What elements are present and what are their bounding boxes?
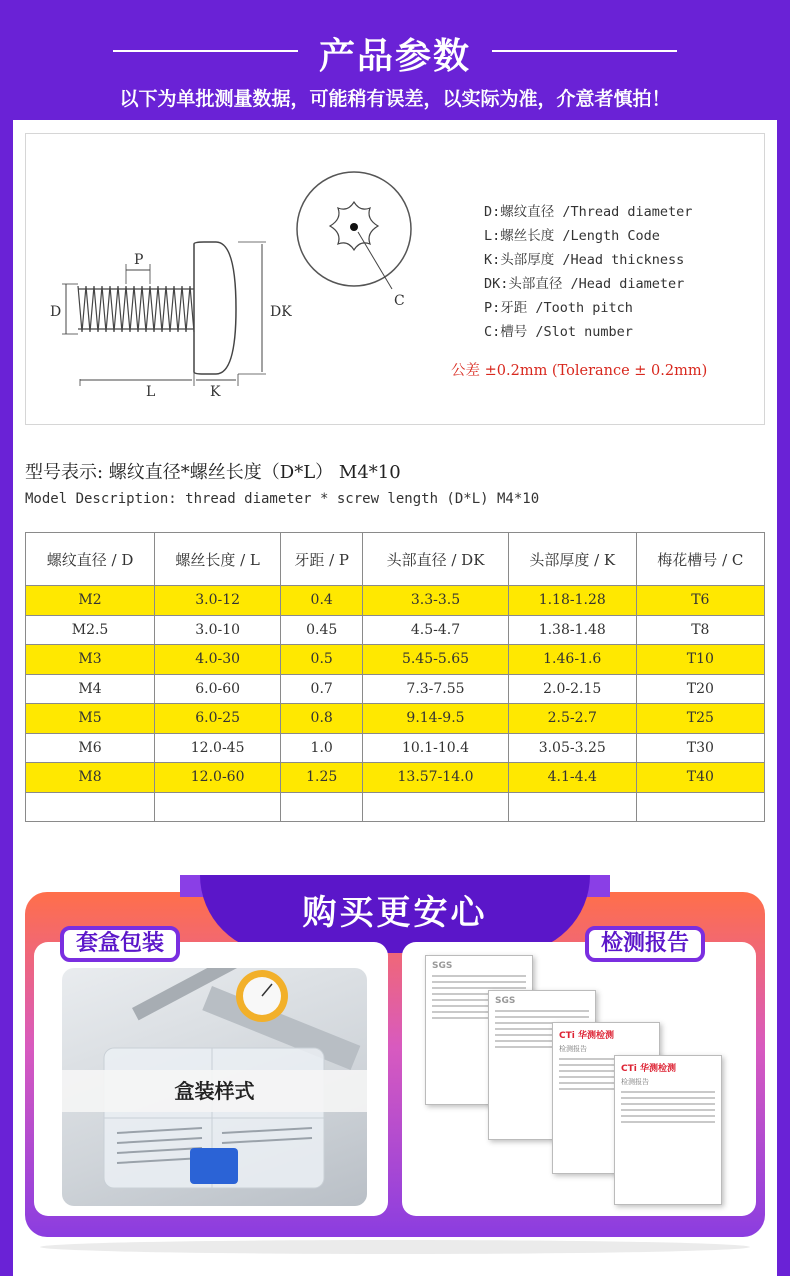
cell: M8 — [26, 763, 155, 793]
label-d: D — [50, 304, 62, 320]
cell: 4.0-30 — [155, 645, 281, 675]
cell: T40 — [636, 763, 764, 793]
cell: 9.14-9.5 — [363, 704, 509, 734]
bottom-shadow — [40, 1240, 750, 1254]
cell — [155, 792, 281, 822]
cell: T25 — [636, 704, 764, 734]
spec-table — [25, 532, 765, 822]
cell: 4.1-4.4 — [508, 763, 636, 793]
label-c: C — [394, 293, 405, 309]
legend-item: D:螺纹直径 /Thread diameter — [484, 204, 693, 220]
cell: 3.0-12 — [155, 586, 281, 616]
cell — [636, 792, 764, 822]
cell: T30 — [636, 733, 764, 763]
cell: 1.46-1.6 — [508, 645, 636, 675]
cell: 12.0-45 — [155, 733, 281, 763]
table-row — [26, 674, 765, 704]
cell: T6 — [636, 586, 764, 616]
cell: 0.8 — [281, 704, 363, 734]
cell: 5.45-5.65 — [363, 645, 509, 675]
packaging-caption: 盒装样式 — [62, 1070, 367, 1112]
cell: 6.0-60 — [155, 674, 281, 704]
label-l: L — [146, 384, 156, 400]
cell: 2.5-2.7 — [508, 704, 636, 734]
screw-diagram-panel — [25, 133, 765, 425]
cell: T8 — [636, 615, 764, 645]
label-dk: DK — [270, 304, 292, 320]
header-slot-number: 梅花槽号 / C — [636, 533, 764, 586]
table-row — [26, 704, 765, 734]
cell: M2 — [26, 586, 155, 616]
table-row — [26, 645, 765, 675]
header-head-thickness: 头部厚度 / K — [508, 533, 636, 586]
legend-item: P:牙距 /Tooth pitch — [484, 300, 633, 316]
table-row-empty — [26, 792, 765, 822]
cell: 7.3-7.55 — [363, 674, 509, 704]
report-heading: 检测报告 — [621, 1078, 649, 1086]
legend-item: C:槽号 /Slot number — [484, 324, 633, 340]
label-p: P — [134, 252, 144, 268]
cell: 0.5 — [281, 645, 363, 675]
cti-logo: CTi 华测检测 — [559, 1031, 614, 1041]
header-pitch: 牙距 / P — [281, 533, 363, 586]
sgs-logo: SGS — [432, 961, 453, 971]
table-row — [26, 615, 765, 645]
screw-head-icon — [194, 242, 236, 374]
model-description-cn: 型号表示: 螺纹直径*螺丝长度（D*L） M4*10 — [25, 462, 401, 483]
legend-item: L:螺丝长度 /Length Code — [484, 228, 660, 244]
table-row — [26, 763, 765, 793]
cell: 1.18-1.28 — [508, 586, 636, 616]
cell — [281, 792, 363, 822]
cell: M2.5 — [26, 615, 155, 645]
cell — [26, 792, 155, 822]
label-k: K — [210, 384, 221, 400]
cell: 2.0-2.15 — [508, 674, 636, 704]
cell: M6 — [26, 733, 155, 763]
cell: 1.38-1.48 — [508, 615, 636, 645]
packaging-label: 套盒包装 — [60, 926, 180, 962]
header-thread-diameter: 螺纹直径 / D — [26, 533, 155, 586]
cell: 4.5-4.7 — [363, 615, 509, 645]
legend-item: K:头部厚度 /Head thickness — [484, 252, 685, 268]
cell — [508, 792, 636, 822]
report-label: 检测报告 — [585, 926, 705, 962]
cell: T20 — [636, 674, 764, 704]
cell: 3.0-10 — [155, 615, 281, 645]
tolerance-note: 公差 ±0.2mm (Tolerance ± 0.2mm) — [451, 363, 708, 379]
cell: 3.05-3.25 — [508, 733, 636, 763]
cell: 12.0-60 — [155, 763, 281, 793]
cell: 0.45 — [281, 615, 363, 645]
table-header-row — [26, 533, 765, 586]
cell: 0.4 — [281, 586, 363, 616]
cti-logo: CTi 华测检测 — [621, 1064, 676, 1074]
table-row — [26, 733, 765, 763]
cell: T10 — [636, 645, 764, 675]
cell: M4 — [26, 674, 155, 704]
cell — [363, 792, 509, 822]
page-title: 产品参数 — [318, 36, 471, 77]
screw-thread-icon — [78, 286, 194, 332]
model-description-en: Model Description: thread diameter * screw length (D*L) M4*10 — [25, 491, 540, 507]
cell: M5 — [26, 704, 155, 734]
cell: 6.0-25 — [155, 704, 281, 734]
legend-item: DK:头部直径 /Head diameter — [484, 276, 685, 292]
cell: 13.57-14.0 — [363, 763, 509, 793]
header-length: 螺丝长度 / L — [155, 533, 281, 586]
diagram-legend — [484, 200, 692, 344]
header-banner — [0, 0, 790, 120]
cell: 0.7 — [281, 674, 363, 704]
table-row — [26, 586, 765, 616]
sgs-logo: SGS — [495, 996, 516, 1006]
trust-title: 购买更安心 — [302, 893, 488, 933]
cell: 1.0 — [281, 733, 363, 763]
cell: 1.25 — [281, 763, 363, 793]
cell: 3.3-3.5 — [363, 586, 509, 616]
packaging-photo — [62, 968, 367, 1206]
header-head-diameter: 头部直径 / DK — [363, 533, 509, 586]
page-subtitle: 以下为单批测量数据，可能稍有误差，以实际为准，介意者慎拍！ — [119, 88, 671, 110]
cell: 10.1-10.4 — [363, 733, 509, 763]
cell: M3 — [26, 645, 155, 675]
report-heading: 检测报告 — [559, 1045, 587, 1053]
report-document — [614, 1055, 722, 1205]
